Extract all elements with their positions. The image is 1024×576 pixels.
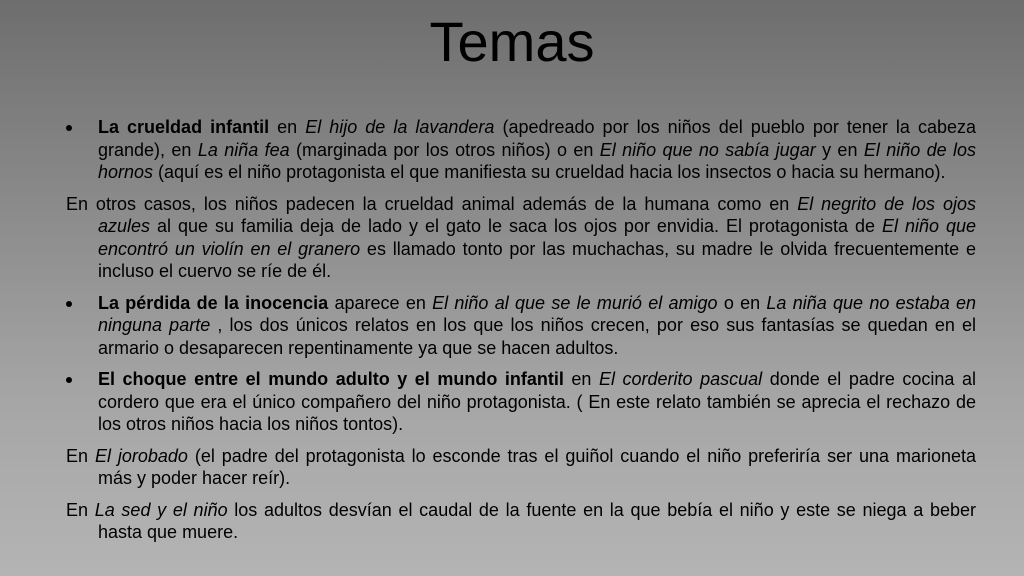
text-segment: (el padre del protagonista lo esconde tras el guiñol cuando el niño preferiría ser una marioneta más y poder hacer reír). <box>98 445 976 488</box>
bullet-dot-icon <box>66 125 72 131</box>
text-segment: (apedreado por los niños del pueblo por tener la cabeza grande), en <box>98 117 977 160</box>
slide-body <box>66 116 976 553</box>
text-segment: en <box>269 117 306 137</box>
paragraph-crueldad-infantil <box>66 116 976 184</box>
text-segment: La niña fea <box>197 139 290 160</box>
text-segment: En <box>66 445 95 466</box>
paragraph-sed-nino <box>66 499 976 544</box>
text-segment: En <box>66 499 95 520</box>
text-segment: El choque entre el mundo adulto y el mundo infantil <box>98 369 564 389</box>
text-segment: El jorobado <box>94 445 188 466</box>
text-segment: El corderito pascual <box>598 369 763 389</box>
text-segment: El niño que no sabía jugar <box>599 139 816 160</box>
text-segment: (aquí es el niño protagonista el que manifiesta su crueldad hacia los insectos o hacia su hermano). <box>153 162 946 182</box>
bullet-dot-icon <box>66 377 72 383</box>
paragraph-jorobado <box>66 445 976 490</box>
text-segment: o en <box>717 292 767 313</box>
paragraph-choque-mundos <box>66 368 976 436</box>
text-segment: aparece en <box>328 292 433 313</box>
text-segment: , los dos únicos relatos en los que los niños crecen, por eso sus fantasías se quedan en el armario o desaparecen repentinamente ya que se hacen adultos. <box>98 315 976 358</box>
text-segment: La sed y el niño <box>94 499 228 520</box>
text-segment: donde el padre cocina al cordero que era el único compañero del niño protagonista. ( En este relato también se aprecia el rechazo de los otros niños hacia los niños tontos). <box>98 369 976 434</box>
text-segment: y en <box>815 139 864 160</box>
text-segment: El niño que encontró un violín en el granero <box>98 216 976 259</box>
text-segment: al que su familia deja de lado y el gato le saca los ojos por envidia. El protagonista de <box>150 216 882 236</box>
text-segment: La crueldad infantil <box>98 117 270 137</box>
text-segment: (marginada por los otros niños) o en <box>289 139 600 160</box>
paragraph-perdida-inocencia <box>66 292 976 360</box>
bullet-dot-icon <box>66 301 72 307</box>
text-segment: los adultos desvían el caudal de la fuente en la que bebía el niño y este se niega a beber hasta que muere. <box>98 499 976 542</box>
text-segment: El niño de los hornos <box>98 139 976 182</box>
text-segment: El hijo de la lavandera <box>305 117 495 137</box>
text-segment: es llamado tonto por las muchachas, su madre le olvida frecuentemente e incluso el cuervo se ríe de él. <box>98 238 976 281</box>
text-segment: La niña que no estaba en ninguna parte <box>98 292 977 335</box>
paragraph-otros-casos <box>66 193 976 283</box>
text-segment: El niño al que se le murió el amigo <box>432 292 718 313</box>
text-segment: La pérdida de la inocencia <box>98 292 329 313</box>
text-segment: En otros casos, los niños padecen la crueldad animal además de la humana como en <box>66 193 798 214</box>
text-segment: El negrito de los ojos azules <box>98 193 976 236</box>
text-segment: en <box>563 369 599 389</box>
slide-title: Temas <box>429 10 595 73</box>
